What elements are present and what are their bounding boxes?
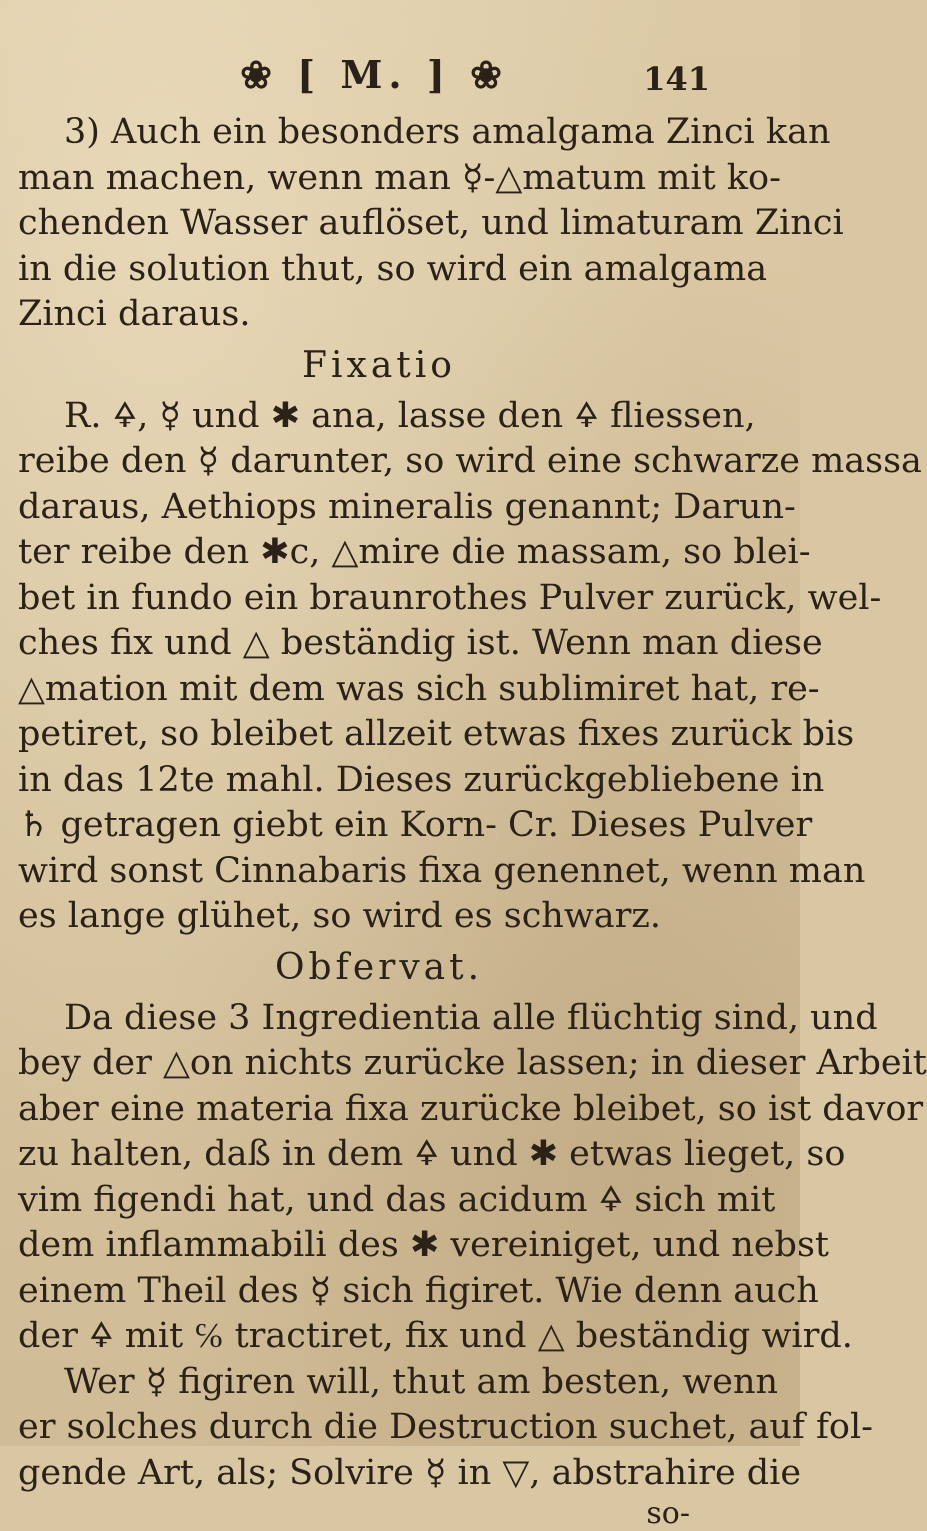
section-heading-observat: Obfervat. [274, 946, 484, 988]
running-title: ❀ [ M. ] ❀ [240, 51, 508, 97]
text-line: △mation mit dem was sich sublimiret hat, re- [18, 668, 820, 709]
text-line: ♄ getragen giebt ein Korn- Cr. Dieses Pulver [18, 805, 813, 845]
text-line: es lange glühet, so wird es schwarz. [18, 896, 661, 936]
text-line: ter reibe den ✱c, △mire die massam, so blei- [18, 532, 811, 572]
text-line: petiret, so bleibet allzeit etwas fixes zurück bis [18, 714, 855, 754]
text-line: chenden Wasser auflöset, und limaturam Zinci [18, 203, 844, 243]
text-line: man machen, wenn man ☿-△matum mit ko- [18, 157, 781, 198]
text-line: dem inflammabili des ✱ vereiniget, und nebst [18, 1225, 829, 1265]
text-line: R. 🜍, ☿ und ✱ ana, lasse den 🜍 fliessen, [64, 395, 756, 436]
text-line: gende Art, als; Solvire ☿ in ▽, abstrahire die [18, 1452, 802, 1493]
text-line: Zinci daraus. [18, 294, 251, 334]
section-heading-fixatio: Fixatio [302, 344, 456, 386]
text-line: Da diese 3 Ingredientia alle flüchtig sind, und [64, 997, 878, 1038]
text-line: der 🜍 mit ℅ tractiret, fix und △ beständig wird. [18, 1316, 853, 1356]
text-line: er solches durch die Destruction suchet, auf fol- [18, 1407, 874, 1447]
text-line: Wer ☿ figiren will, thut am besten, wenn [64, 1361, 779, 1402]
text-line: in das 12te mahl. Dieses zurückgebliebene in [18, 759, 825, 800]
paragraph-amalgama [18, 110, 844, 338]
paragraph-observat [18, 996, 927, 1497]
text-line: wird sonst Cinnabaris fixa genennet, wenn man [18, 850, 866, 891]
text-line: aber eine materia fixa zurücke bleibet, so ist davor [18, 1088, 924, 1129]
text-line: in die solution thut, so wird ein amalgama [18, 248, 768, 289]
page-header [18, 38, 730, 110]
text-line: einem Theil des ☿ sich figiret. Wie denn auch [18, 1270, 819, 1311]
text-line: bey der △on nichts zurücke lassen; in dieser Arbeit [18, 1043, 927, 1083]
text-line: 3) Auch ein besonders amalgama Zinci kan [64, 112, 831, 152]
text-line: ches fix und △ beständig ist. Wenn man diese [18, 623, 823, 663]
page-number: 141 [643, 60, 710, 98]
text-line: bet in fundo ein braunrothes Pulver zurück, wel- [18, 577, 882, 618]
text-line: reibe den ☿ darunter, so wird eine schwarze massa [18, 441, 922, 481]
text-line: zu halten, daß in dem 🜍 und ✱ etwas lieget, so [18, 1134, 846, 1174]
catchword: so- [646, 1496, 690, 1531]
text-line: daraus, Aethiops mineralis genannt; Darun- [18, 486, 796, 527]
text-line: vim figendi hat, und das acidum 🜍 sich mit [18, 1179, 776, 1220]
paragraph-fixatio [18, 394, 922, 940]
